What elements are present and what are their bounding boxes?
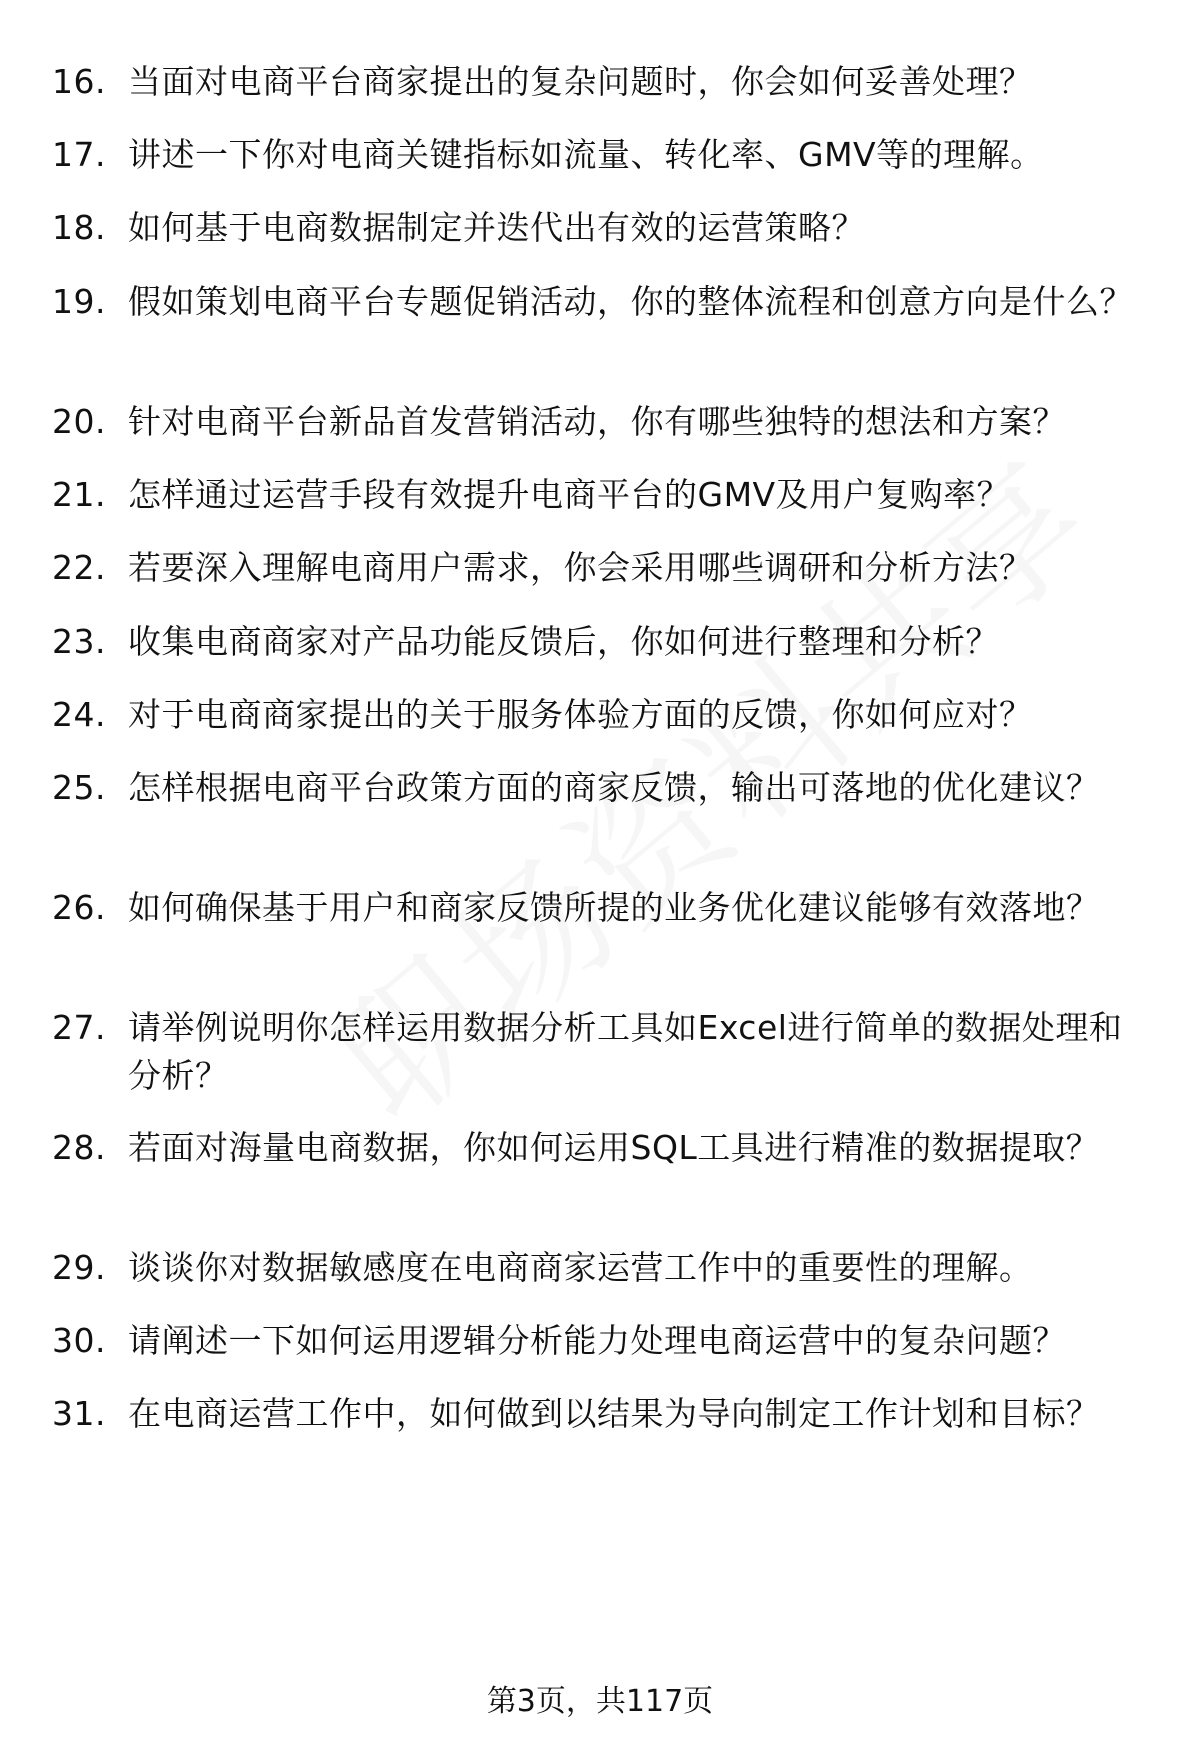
list-item: [52, 471, 1152, 519]
question-number: 30.: [52, 1321, 106, 1360]
list-item: [52, 1004, 1152, 1100]
list-item: [52, 204, 1152, 252]
list-item: [52, 1244, 1152, 1292]
question-number: 26.: [52, 888, 106, 927]
question-text: 请阐述一下如何运用逻辑分析能力处理电商运营中的复杂问题？: [128, 1321, 1066, 1360]
list-item: [52, 398, 1152, 446]
question-text: 对于电商商家提出的关于服务体验方面的反馈，你如何应对？: [128, 695, 1033, 734]
list-item: [52, 691, 1152, 739]
list-item: [52, 278, 1152, 326]
question-number: 21.: [52, 475, 106, 514]
question-number: 22.: [52, 548, 106, 587]
question-text: 怎样根据电商平台政策方面的商家反馈，输出可落地的优化建议？: [128, 768, 1100, 807]
question-text: 怎样通过运营手段有效提升电商平台的GMV及用户复购率？: [128, 475, 1011, 514]
question-text: 当面对电商平台商家提出的复杂问题时，你会如何妥善处理？: [128, 62, 1033, 101]
list-item: [52, 544, 1152, 592]
question-number: 19.: [52, 282, 106, 321]
list-item: [52, 131, 1152, 179]
question-number: 24.: [52, 695, 106, 734]
question-text: 在电商运营工作中，如何做到以结果为导向制定工作计划和目标？: [128, 1394, 1100, 1433]
question-number: 20.: [52, 402, 106, 441]
question-text: 请举例说明你怎样运用数据分析工具如Excel进行简单的数据处理和分析？: [128, 1008, 1123, 1095]
question-number: 23.: [52, 622, 106, 661]
list-item: [52, 618, 1152, 666]
question-text: 假如策划电商平台专题促销活动，你的整体流程和创意方向是什么？: [128, 282, 1133, 321]
question-text: 若面对海量电商数据，你如何运用SQL工具进行精准的数据提取？: [128, 1128, 1100, 1167]
question-text: 讲述一下你对电商关键指标如流量、转化率、GMV等的理解。: [128, 135, 1044, 174]
question-text: 如何确保基于用户和商家反馈所提的业务优化建议能够有效落地？: [128, 888, 1100, 927]
question-text: 如何基于电商数据制定并迭代出有效的运营策略？: [128, 208, 865, 247]
list-item: [52, 764, 1152, 812]
question-number: 25.: [52, 768, 106, 807]
question-text: 针对电商平台新品首发营销活动，你有哪些独特的想法和方案？: [128, 402, 1066, 441]
question-number: 29.: [52, 1248, 106, 1287]
question-number: 18.: [52, 208, 106, 247]
list-item: [52, 884, 1152, 932]
question-number: 28.: [52, 1128, 106, 1167]
list-item: [52, 58, 1152, 106]
question-text: 收集电商商家对产品功能反馈后，你如何进行整理和分析？: [128, 622, 999, 661]
list-item: [52, 1124, 1152, 1172]
list-item: [52, 1317, 1152, 1365]
page-number-footer: 第3页，共117页: [486, 1684, 714, 1719]
question-number: 16.: [52, 62, 106, 101]
question-text: 若要深入理解电商用户需求，你会采用哪些调研和分析方法？: [128, 548, 1033, 587]
list-item: [52, 1390, 1152, 1438]
question-number: 27.: [52, 1008, 106, 1047]
question-text: 谈谈你对数据敏感度在电商商家运营工作中的重要性的理解。: [128, 1248, 1033, 1287]
question-number: 31.: [52, 1394, 106, 1433]
question-number: 17.: [52, 135, 106, 174]
